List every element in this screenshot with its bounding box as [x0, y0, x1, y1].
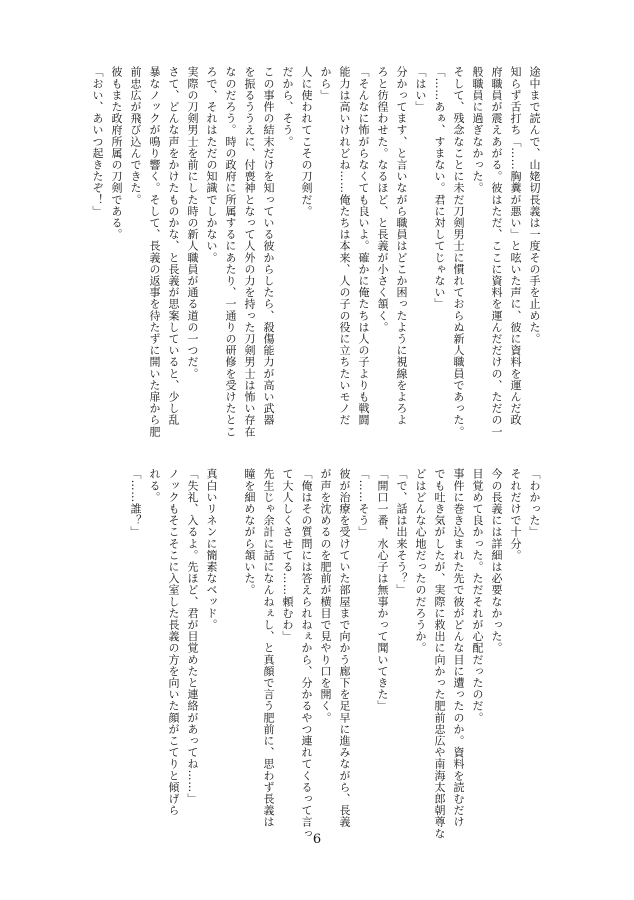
- text-line: ろと彷徨わせた。なるほど、と長義が小さく頷く。: [376, 66, 389, 333]
- text-line: なのだろう。時の政府に所属するにあたり、一通りの研修を受けたとこ: [224, 66, 237, 438]
- text-line: そして、残念なことに未だ刀剣男士に慣れておらぬ新人職員であった。: [452, 66, 465, 438]
- text-line: れる。: [148, 468, 161, 503]
- text-line: 「失礼、入るよ。先ほど、君が目覚めたと連絡があってね……」: [186, 468, 199, 805]
- text-line: て大人しくさせてる……頼むわ」: [281, 468, 294, 642]
- text-line: 彼もまた政府所属の刀剣である。: [110, 66, 123, 240]
- text-line: 能力は高いけれどね……俺たちは本来、人の子の役に立ちたいモノだ: [338, 66, 351, 426]
- text-line: 「……そう」: [357, 468, 370, 538]
- page-number: 6: [312, 832, 322, 847]
- text-line: それだけで十分。: [509, 468, 522, 561]
- text-line: 先生じゃ余計に話になんねぇし、と真顔で言う肥前に、思わず長義は: [262, 468, 275, 828]
- text-line: 「開口一番、水心子は無事かって聞いてきた」: [376, 468, 389, 712]
- upper-text-block: [91, 66, 544, 438]
- text-line: 「おい、あいつ起きたぞ！」: [91, 66, 104, 217]
- text-line: 今の長義には詳細は必要なかった。: [490, 468, 503, 654]
- text-line: から」: [319, 66, 332, 101]
- text-line: 「……誰？」: [129, 468, 142, 538]
- text-line: ノックもそこそこに入室した長義の方を向いた顔がこてりと傾げら: [167, 468, 180, 816]
- text-line: 「はい」: [414, 66, 427, 113]
- text-line: 分かってます、と言いながら職員はどこか困ったように視線をよろよ: [395, 66, 408, 426]
- text-line: 府職員が震えあがる。彼はただ、ここに資料を運んだだけの、ただの一: [490, 66, 503, 438]
- text-line: 「で、話は出来そう？」: [395, 468, 408, 596]
- text-line: 実際の刀剣男士を前にした時の新人職員が通る道の一つだ。: [186, 66, 199, 380]
- text-line: [221, 468, 240, 828]
- text-line: を振るううえに、付喪神となって人外の力を持った刀剣男士は怖い存在: [243, 66, 256, 438]
- text-line: でも吐き気がしたが、実際に救出に向かった肥前忠広や南海太郎朝尊な: [433, 468, 446, 840]
- text-line: 知らず舌打ち「……胸糞が悪い」と呟いた声に、彼に資料を運んだ政: [509, 66, 522, 426]
- text-line: 「俺はその質問には答えられねぇから、分かるやつ連れてくるって言っ: [300, 468, 313, 840]
- text-line: 真白いリネンに簡素なベッド。: [205, 468, 218, 631]
- text-line: 「そんなに怖がらなくても良いよ。確かに俺たちは人の子よりも戦闘: [357, 66, 370, 426]
- text-line: どはどんな心地だったのだろうか。: [414, 468, 427, 654]
- text-line: だから、そう。: [281, 66, 294, 148]
- text-line: 般職員に過ぎなかった。: [471, 66, 484, 194]
- text-line: が声を沈めるのを肥前が横目で見やり口を開く。: [319, 468, 332, 724]
- lower-text-block: [114, 468, 544, 840]
- text-line: 暴なノックが鳴り響く。そして、長義の返事を待たずに開いた扉から肥: [148, 66, 161, 438]
- text-line: この事件の結末だけを知っている彼からしたら、殺傷能力が高い武器: [262, 66, 275, 426]
- text-line: 人に使われてこその刀剣だ。: [300, 66, 313, 217]
- text-line: 瞳を細めながら頷いた。: [243, 468, 256, 596]
- text-line: 事件に巻き込まれた先で彼がどんな目に遭ったのか。資料を読むだけ: [452, 468, 465, 828]
- text-line: 「……あぁ、すまない。君に対してじゃない」: [433, 66, 446, 310]
- text-line: さて、どんな声をかけたものかな、と長義が思案していると、少し乱: [167, 66, 180, 426]
- text-line: 途中まで読んで、山姥切長義は一度その手を止めた。: [528, 66, 541, 345]
- text-line: 前忠広が飛び込んできた。: [129, 66, 142, 206]
- text-line: 「わかった」: [528, 468, 541, 538]
- text-line: 目覚めて良かった。ただそれが心配だったのだ。: [471, 468, 484, 724]
- text-line: 彼が治療を受けていた部屋まで向かう廊下を足早に進みながら、長義: [338, 468, 351, 828]
- text-line: ろで、それはただの知識でしかない。: [205, 66, 218, 264]
